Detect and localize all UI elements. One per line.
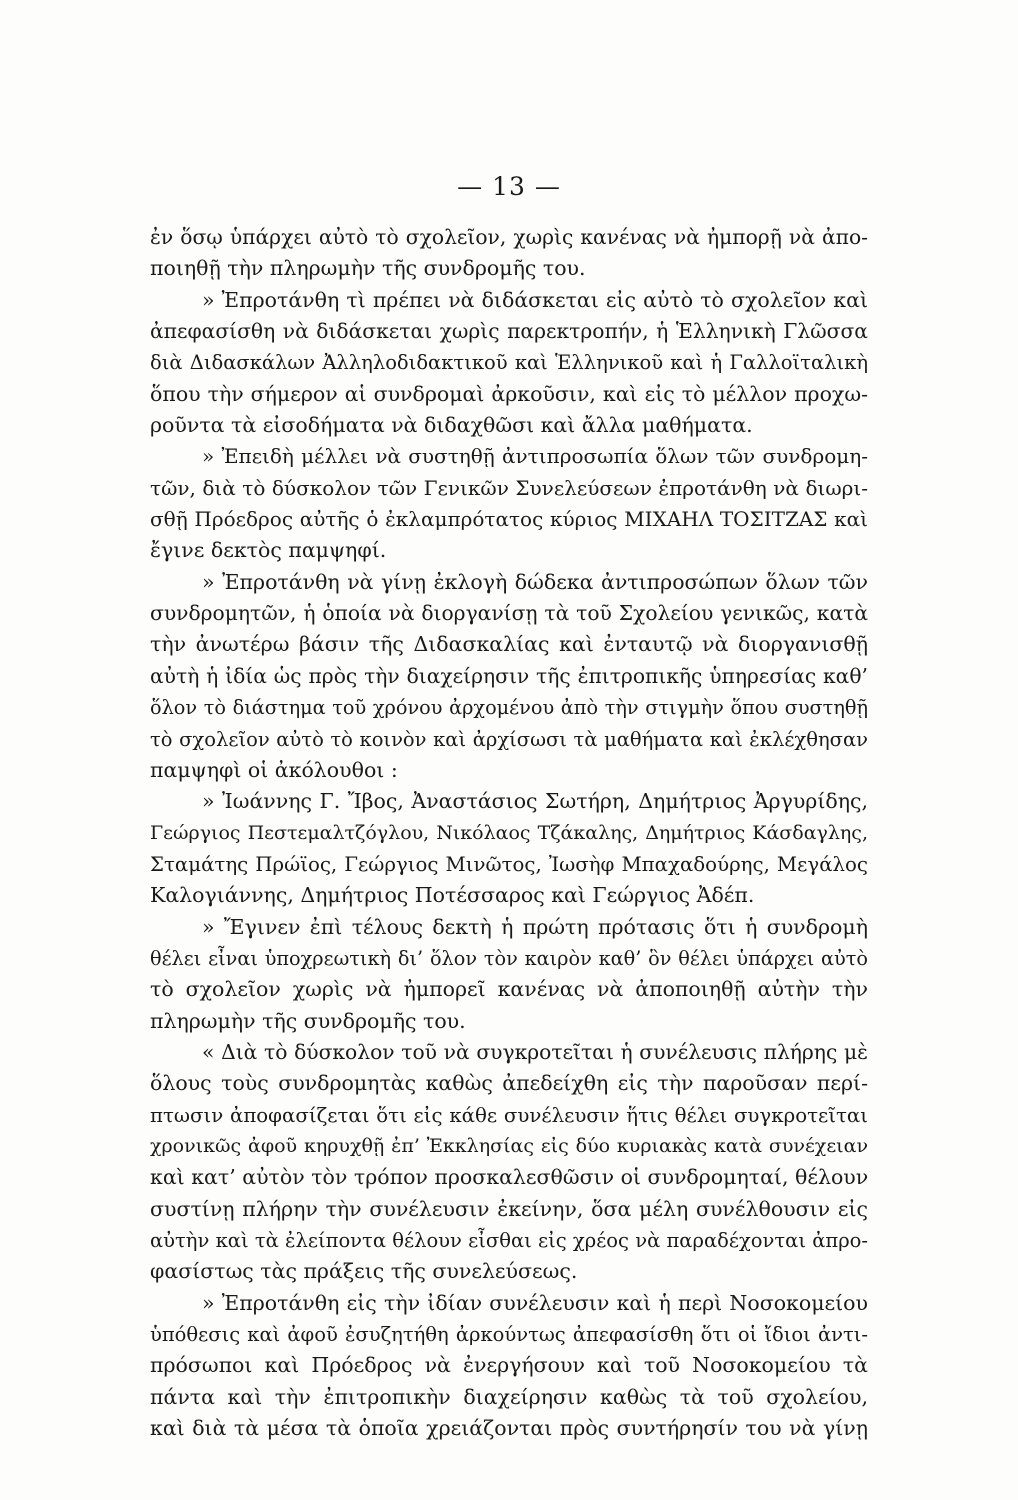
- text-line: χρονικῶς ἀφοῦ κηρυχθῇ ἐπ’ Ἐκκλησίας εἰς δύο κυριακὰς κατὰ συνέχειαν: [150, 1134, 868, 1157]
- page-number: — 13 —: [457, 172, 561, 201]
- text-line: ὅλους τοὺς συνδρομητὰς καθὼς ἀπεδείχθη εἰς τὴν παροῦσαν περί-: [150, 1071, 868, 1096]
- text-line: σθῇ Πρόεδρος αὐτῆς ὁ ἐκλαμπρότατος κύριος ΜΙΧΑΗΛ ΤΟΣΙΤΖΑΣ καὶ: [150, 507, 868, 532]
- text-line: » Ἐπροτάνθη τὶ πρέπει νὰ διδάσκεται εἰς αὐτὸ τὸ σχολεῖον καὶ: [202, 287, 868, 312]
- text-line: φασίστως τὰς πράξεις τῆς συνελεύσεως.: [150, 1259, 578, 1284]
- text-line: τὸ σχολεῖον χωρὶς νὰ ἠμπορεῖ κανένας νὰ ἀποποιηθῇ αὐτὴν τὴν: [150, 977, 868, 1002]
- text-line: τῶν, διὰ τὸ δύσκολον τῶν Γενικῶν Συνελεύσεων ἐπροτάνθη νὰ διωρι-: [150, 475, 868, 500]
- text-line: ὑπόθεσις καὶ ἀφοῦ ἐσυζητήθη ἀρκούντως ἀπεφασίσθη ὅτι οἱ ἴδιοι ἀντι-: [150, 1323, 868, 1347]
- text-line: » Ἔγινεν ἐπὶ τέλους δεκτὴ ἡ πρώτη πρότασις ὅτι ἡ συνδρομὴ: [202, 914, 868, 939]
- text-line: πρόσωποι καὶ Πρόεδρος νὰ ἐνεργήσουν καὶ τοῦ Νοσοκομείου τὰ: [150, 1353, 868, 1378]
- text-line: θέλει εἶναι ὑποχρεωτικὴ δι’ ὅλον τὸν καιρὸν καθ’ ὃν θέλει ὑπάρχει αὐτὸ: [150, 946, 868, 970]
- text-line: πτωσιν ἀποφασίζεται ὅτι εἰς κάθε συνέλευσιν ἥτις θέλει συγκροτεῖται: [150, 1103, 868, 1127]
- text-line: τὴν ἀνωτέρω βάσιν τῆς Διδασκαλίας καὶ ἐνταυτῷ νὰ διοργανισθῇ: [150, 632, 868, 657]
- text-line: » Ἐπροτάνθη εἰς τὴν ἰδίαν συνέλευσιν καὶ ἡ περὶ Νοσοκομείου: [202, 1290, 868, 1315]
- body-text: [150, 222, 868, 1444]
- text-line: καὶ διὰ τὰ μέσα τὰ ὁποῖα χρειάζονται πρὸς συντήρησίν του νὰ γίνῃ: [150, 1416, 868, 1441]
- text-line: τὸ σχολεῖον αὐτὸ τὸ κοινὸν καὶ ἀρχίσωσι τὰ μαθήματα καὶ ἐκλέχθησαν: [150, 727, 868, 751]
- text-line: » Ἰωάννης Γ. Ἴβος, Ἀναστάσιος Σωτήρη, Δημήτριος Ἀργυρίδης,: [202, 789, 868, 814]
- text-line: καὶ κατ’ αὐτὸν τὸν τρόπον προσκαλεσθῶσιν οἱ συνδρομηταί, θέλουν: [150, 1165, 869, 1190]
- text-line: Καλογιάννης, Δημήτριος Ποτέσσαρος καὶ Γεώργιος Ἀδέπ.: [150, 883, 755, 908]
- text-line: « Διὰ τὸ δύσκολον τοῦ νὰ συγκροτεῖται ἡ συνέλευσις πλήρης μὲ: [202, 1039, 868, 1064]
- text-line: » Ἐπροτάνθη νὰ γίνῃ ἐκλογὴ δώδεκα ἀντιπροσώπων ὅλων τῶν: [202, 569, 868, 594]
- text-line: ποιηθῇ τὴν πληρωμὴν τῆς συνδρομῆς του.: [150, 256, 586, 281]
- text-line: ἀπεφασίσθη νὰ διδάσκεται χωρὶς παρεκτροπήν, ἡ Ἑλληνικὴ Γλῶσσα: [150, 319, 868, 344]
- text-line: διὰ Διδασκάλων Ἀλληλοδιδακτικοῦ καὶ Ἑλληνικοῦ καὶ ἡ Γαλλοϊταλικὴ: [150, 351, 868, 375]
- text-line: Σταμάτης Πρώϊος, Γεώργιος Μινῶτος, Ἰωσὴφ Μπαχαδούρης, Μεγάλος: [150, 852, 868, 876]
- text-line: συνδρομητῶν, ἡ ὁποία νὰ διοργανίσῃ τὰ τοῦ Σχολείου γενικῶς, κατὰ: [150, 601, 868, 626]
- text-line: αὐτὴν καὶ τὰ ἐλείποντα θέλουν εἶσθαι εἰς χρέος νὰ παραδέχονται ἀπρο-: [150, 1229, 868, 1252]
- text-line: παμψηφὶ οἱ ἀκόλουθοι :: [150, 757, 398, 782]
- text-line: πάντα καὶ τὴν ἐπιτροπικὴν διαχείρησιν καθὼς τὰ τοῦ σχολείου,: [150, 1384, 868, 1409]
- text-line: πληρωμὴν τῆς συνδρομῆς του.: [150, 1008, 466, 1033]
- text-line: ἐν ὅσῳ ὑπάρχει αὐτὸ τὸ σχολεῖον, χωρὶς κανένας νὰ ἠμπορῇ νὰ ἀπο-: [150, 225, 868, 249]
- text-line: » Ἐπειδὴ μέλλει νὰ συστηθῇ ἀντιπροσωπία ὅλων τῶν συνδρομη-: [202, 444, 868, 469]
- text-line: συστίνῃ πλήρην τὴν συνέλευσιν ἐκείνην, ὅσα μέλη συνέλθουσιν εἰς: [150, 1196, 868, 1221]
- text-line: ὅλον τὸ διάστημα τοῦ χρόνου ἀρχομένου ἀπὸ τὴν στιγμὴν ὅπου συστηθῇ: [150, 696, 868, 720]
- text-line: αὐτὴ ἡ ἰδία ὡς πρὸς τὴν διαχείρησιν τῆς ἐπιτροπικῆς ὑπηρεσίας καθ’: [150, 663, 868, 688]
- text-line: ἔγινε δεκτὸς παμψηφί.: [150, 538, 387, 563]
- text-line: ροῦντα τὰ εἰσοδήματα νὰ διδαχθῶσι καὶ ἄλλα μαθήματα.: [150, 413, 753, 438]
- text-line: Γεώργιος Πεστεμαλτζόγλου, Νικόλαος Τζάκαλης, Δημήτριος Κάσδαγλης,: [150, 821, 868, 844]
- text-line: ὅπου τὴν σήμερον αἱ συνδρομαὶ ἀρκοῦσιν, καὶ εἰς τὸ μέλλον προχω-: [150, 381, 868, 406]
